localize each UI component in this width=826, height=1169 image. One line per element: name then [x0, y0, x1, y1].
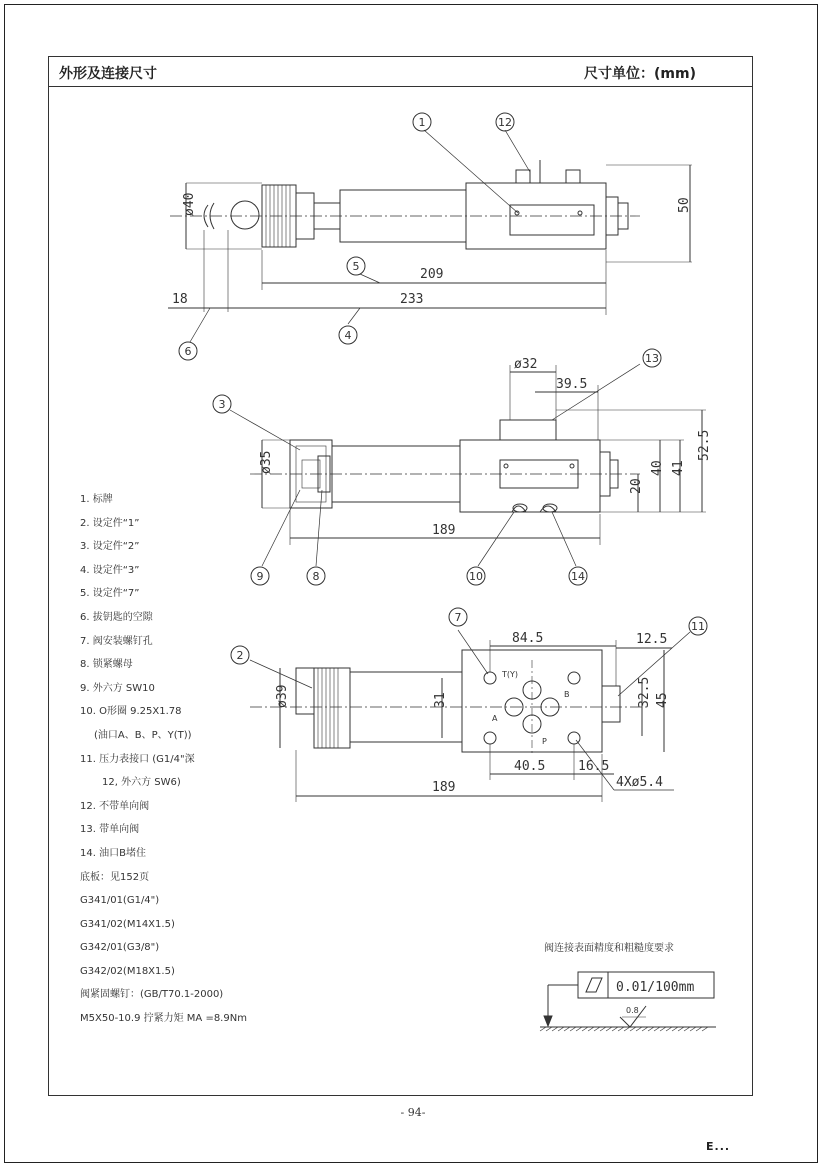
legend-item: 3. 设定件“2”: [80, 541, 140, 553]
section-title: 外形及连接尺寸: [59, 66, 157, 82]
callout-9: 9: [256, 570, 264, 583]
port-b: B: [564, 690, 570, 699]
mounting-hole: [568, 732, 580, 744]
callout-11: 11: [691, 620, 705, 633]
handwheel-bottom: [314, 668, 350, 748]
dim-209: 209: [420, 267, 444, 282]
legend-item: 5. 设定件“7”: [80, 588, 140, 600]
callout-7: 7: [454, 611, 462, 624]
legend-item: 9. 外六方 SW10: [80, 682, 155, 694]
mounting-hole: [484, 672, 496, 684]
legend-item: G341/02(M14X1.5): [80, 918, 175, 930]
dim-20: 20: [629, 478, 644, 494]
legend-item: 11. 压力表接口 (G1/4"深: [80, 753, 195, 765]
dim-dia-40: ø40: [182, 192, 197, 216]
callout-5: 5: [352, 260, 360, 273]
callout-14: 14: [571, 570, 585, 583]
check-valve-cap: [500, 420, 556, 440]
callout-3: 3: [218, 398, 226, 411]
dim-84-5: 84.5: [512, 631, 544, 646]
legend-item: 阀紧固螺钉：(GB/T70.1-2000): [80, 989, 224, 1001]
legend-item: 10. O形圈 9.25X1.78: [80, 706, 182, 718]
callout-6: 6: [184, 345, 192, 358]
dim-45: 45: [655, 692, 670, 708]
parts-legend: [80, 492, 247, 1035]
legend-item: G342/01(G3/8"): [80, 942, 160, 954]
key-knob: [231, 201, 259, 229]
dim-16-5: 16.5: [578, 759, 610, 774]
dim-dia-39: ø39: [275, 684, 290, 708]
dim-189-bottom: 189: [432, 780, 456, 795]
callout-2: 2: [236, 649, 244, 662]
mounting-hole: [484, 732, 496, 744]
nameplate: [510, 205, 594, 235]
view-middle: [230, 364, 706, 566]
port-p: P: [542, 737, 547, 746]
callout-8: 8: [312, 570, 320, 583]
port-a: A: [492, 714, 498, 723]
unit-label: 尺寸单位：(mm): [584, 66, 696, 82]
legend-item: 12. 不带单向阀: [80, 800, 150, 812]
legend-item: 7. 阀安装螺钉孔: [80, 635, 153, 647]
dim-31: 31: [433, 692, 448, 708]
legend-item: G341/01(G1/4"): [80, 895, 160, 907]
legend-item: G342/02(M18X1.5): [80, 965, 175, 977]
dim-189-mid: 189: [432, 523, 456, 538]
legend-item: 底板：见152页: [80, 871, 150, 883]
dim-40-5: 40.5: [514, 759, 546, 774]
port-t: T(Y): [502, 670, 519, 679]
valve-body-mid: [460, 440, 600, 512]
legend-item: (油口A、B、P、Y(T)): [94, 729, 192, 741]
dim-52-5: 52.5: [697, 429, 712, 461]
callout-10: 10: [469, 570, 483, 583]
legend-item: 4. 设定件“3”: [80, 564, 140, 576]
callout-12: 12: [498, 116, 512, 129]
dim-dia-35: ø35: [259, 450, 274, 474]
dim-41: 41: [671, 460, 686, 476]
dim-holes: 4Xø5.4: [616, 775, 663, 790]
brand-mark: E...: [706, 1140, 731, 1153]
legend-item: 14. 油口B堵住: [80, 847, 146, 859]
mounting-hole: [568, 672, 580, 684]
dim-40: 40: [650, 460, 665, 476]
callout-13: 13: [645, 352, 659, 365]
legend-item: 2. 设定件“1”: [80, 517, 140, 529]
legend-item: M5X50-10.9 拧紧力矩 MA =8.9Nm: [80, 1013, 247, 1025]
callout-4: 4: [344, 329, 352, 342]
legend-item: 13. 带单向阀: [80, 824, 140, 836]
legend-item: 8. 锁紧螺母: [80, 659, 133, 671]
dim-50: 50: [677, 197, 692, 213]
tolerance-value: 0.01/100mm: [616, 980, 695, 995]
legend-item: 1. 标牌: [80, 494, 113, 505]
dim-233: 233: [400, 292, 424, 307]
requirement-title: 阀连接表面精度和粗糙度要求: [544, 943, 674, 954]
dim-dia-32: ø32: [514, 357, 538, 372]
legend-item: 6. 拔钥匙的空隙: [80, 611, 153, 623]
page-number: - 94-: [400, 1106, 426, 1119]
dim-32-5: 32.5: [637, 676, 652, 708]
callout-1: 1: [418, 116, 426, 129]
view-top: [168, 130, 692, 342]
legend-item: 12, 外六方 SW6): [102, 777, 181, 789]
dim-39-5: 39.5: [556, 377, 588, 392]
roughness-value: 0.8: [626, 1006, 639, 1015]
dim-18: 18: [172, 292, 188, 307]
dim-12-5: 12.5: [636, 632, 668, 647]
